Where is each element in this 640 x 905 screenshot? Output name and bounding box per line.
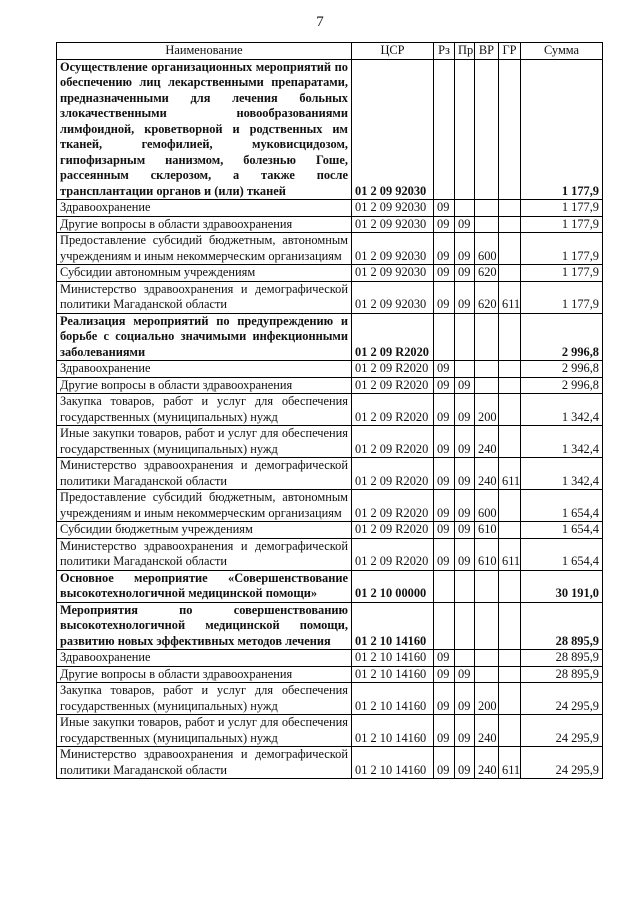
cell-rz: 09 <box>434 216 455 233</box>
cell-name: Министерство здравоохранения и демографической политики Магаданской области <box>57 458 352 490</box>
cell-csr: 01 2 10 14160 <box>352 715 434 747</box>
cell-csr: 01 2 10 14160 <box>352 683 434 715</box>
cell-name: Основное мероприятие «Совершенствование высокотехнологичной медицинской помощи» <box>57 570 352 602</box>
cell-csr: 01 2 09 92030 <box>352 265 434 282</box>
cell-pr: 09 <box>455 538 475 570</box>
cell-vr <box>475 216 499 233</box>
cell-rz: 09 <box>434 683 455 715</box>
cell-sum: 30 191,0 <box>521 570 603 602</box>
cell-name: Закупка товаров, работ и услуг для обеспечения государственных (муниципальных) нужд <box>57 394 352 426</box>
cell-csr: 01 2 09 R2020 <box>352 522 434 539</box>
cell-vr: 620 <box>475 281 499 313</box>
cell-gr <box>499 200 521 217</box>
cell-gr: 611 <box>499 538 521 570</box>
cell-csr: 01 2 09 R2020 <box>352 538 434 570</box>
cell-name: Другие вопросы в области здравоохранения <box>57 216 352 233</box>
table-header-row <box>57 43 603 60</box>
cell-name: Министерство здравоохранения и демографической политики Магаданской области <box>57 747 352 779</box>
cell-gr <box>499 59 521 200</box>
cell-pr: 09 <box>455 233 475 265</box>
header-gr: ГР <box>499 43 521 60</box>
cell-pr: 09 <box>455 216 475 233</box>
cell-gr <box>499 265 521 282</box>
header-vr: ВР <box>475 43 499 60</box>
table-row <box>57 522 603 539</box>
cell-vr: 240 <box>475 715 499 747</box>
cell-rz: 09 <box>434 715 455 747</box>
cell-pr <box>455 361 475 378</box>
table-row <box>57 233 603 265</box>
cell-rz: 09 <box>434 265 455 282</box>
cell-gr <box>499 313 521 361</box>
cell-sum: 1 342,4 <box>521 458 603 490</box>
cell-vr: 610 <box>475 538 499 570</box>
cell-name: Предоставление субсидий бюджетным, автономным учреждениям и иным некоммерческим организациям <box>57 233 352 265</box>
cell-vr <box>475 570 499 602</box>
cell-vr <box>475 361 499 378</box>
cell-vr <box>475 200 499 217</box>
cell-rz: 09 <box>434 490 455 522</box>
cell-name: Закупка товаров, работ и услуг для обеспечения государственных (муниципальных) нужд <box>57 683 352 715</box>
cell-sum: 1 177,9 <box>521 59 603 200</box>
cell-gr: 611 <box>499 281 521 313</box>
cell-pr: 09 <box>455 747 475 779</box>
cell-vr <box>475 313 499 361</box>
cell-sum: 1 654,4 <box>521 490 603 522</box>
cell-sum: 28 895,9 <box>521 602 603 650</box>
cell-sum: 1 654,4 <box>521 538 603 570</box>
cell-vr: 620 <box>475 265 499 282</box>
cell-csr: 01 2 09 R2020 <box>352 458 434 490</box>
cell-gr <box>499 715 521 747</box>
cell-pr <box>455 59 475 200</box>
table-row <box>57 602 603 650</box>
cell-vr: 200 <box>475 683 499 715</box>
cell-gr <box>499 666 521 683</box>
table-row <box>57 377 603 394</box>
cell-pr: 09 <box>455 666 475 683</box>
cell-pr: 09 <box>455 683 475 715</box>
cell-rz: 09 <box>434 522 455 539</box>
cell-name: Здравоохранение <box>57 200 352 217</box>
cell-vr <box>475 602 499 650</box>
cell-csr: 01 2 09 92030 <box>352 233 434 265</box>
cell-csr: 01 2 09 92030 <box>352 216 434 233</box>
cell-sum: 1 177,9 <box>521 265 603 282</box>
cell-gr <box>499 216 521 233</box>
cell-name: Здравоохранение <box>57 650 352 667</box>
cell-gr <box>499 233 521 265</box>
cell-sum: 24 295,9 <box>521 747 603 779</box>
table-row <box>57 265 603 282</box>
cell-pr <box>455 313 475 361</box>
cell-pr: 09 <box>455 490 475 522</box>
cell-name: Другие вопросы в области здравоохранения <box>57 666 352 683</box>
table-row <box>57 281 603 313</box>
cell-rz: 09 <box>434 650 455 667</box>
header-csr: ЦСР <box>352 43 434 60</box>
cell-vr <box>475 666 499 683</box>
cell-vr: 200 <box>475 394 499 426</box>
cell-rz: 09 <box>434 377 455 394</box>
cell-csr: 01 2 10 14160 <box>352 747 434 779</box>
cell-name: Министерство здравоохранения и демографической политики Магаданской области <box>57 538 352 570</box>
table-row <box>57 538 603 570</box>
table-row <box>57 747 603 779</box>
cell-rz: 09 <box>434 200 455 217</box>
cell-gr: 611 <box>499 458 521 490</box>
cell-sum: 1 177,9 <box>521 200 603 217</box>
cell-name: Министерство здравоохранения и демографической политики Магаданской области <box>57 281 352 313</box>
cell-gr <box>499 650 521 667</box>
cell-vr <box>475 377 499 394</box>
cell-name: Субсидии бюджетным учреждениям <box>57 522 352 539</box>
table-row <box>57 394 603 426</box>
cell-pr: 09 <box>455 377 475 394</box>
header-sum: Сумма <box>521 43 603 60</box>
cell-sum: 1 177,9 <box>521 216 603 233</box>
cell-rz <box>434 570 455 602</box>
cell-sum: 28 895,9 <box>521 666 603 683</box>
cell-rz <box>434 59 455 200</box>
cell-sum: 1 177,9 <box>521 233 603 265</box>
cell-rz <box>434 602 455 650</box>
cell-csr: 01 2 09 R2020 <box>352 394 434 426</box>
cell-sum: 24 295,9 <box>521 715 603 747</box>
cell-vr: 600 <box>475 233 499 265</box>
table-row <box>57 490 603 522</box>
cell-gr <box>499 361 521 378</box>
cell-name: Другие вопросы в области здравоохранения <box>57 377 352 394</box>
cell-rz: 09 <box>434 281 455 313</box>
cell-name: Осуществление организационных мероприятий по обеспечению лиц лекарственными препаратами, предназначенными для лечения больных злокачественными новообразованиями лимфоидной, кроветворной и родственных им тканей, гемофилией, муковисцидозом, гипофизарным нанизмом, болезнью Гоше, рассеянным склерозом, а также после трансплантации органов и (или) тканей <box>57 59 352 200</box>
cell-csr: 01 2 09 R2020 <box>352 426 434 458</box>
cell-csr: 01 2 09 R2020 <box>352 361 434 378</box>
cell-pr: 09 <box>455 426 475 458</box>
cell-vr: 240 <box>475 747 499 779</box>
cell-gr <box>499 522 521 539</box>
cell-rz: 09 <box>434 233 455 265</box>
cell-pr <box>455 650 475 667</box>
cell-vr <box>475 650 499 667</box>
table-row <box>57 715 603 747</box>
cell-gr: 611 <box>499 747 521 779</box>
table-row <box>57 361 603 378</box>
cell-csr: 01 2 09 R2020 <box>352 377 434 394</box>
cell-gr <box>499 426 521 458</box>
header-rz: Рз <box>434 43 455 60</box>
cell-rz: 09 <box>434 394 455 426</box>
cell-name: Здравоохранение <box>57 361 352 378</box>
cell-gr <box>499 490 521 522</box>
budget-table <box>56 42 603 779</box>
cell-rz: 09 <box>434 361 455 378</box>
table-row <box>57 570 603 602</box>
cell-csr: 01 2 09 R2020 <box>352 490 434 522</box>
table-row <box>57 666 603 683</box>
cell-csr: 01 2 09 92030 <box>352 281 434 313</box>
table-row <box>57 200 603 217</box>
cell-vr: 610 <box>475 522 499 539</box>
cell-vr: 600 <box>475 490 499 522</box>
cell-pr: 09 <box>455 394 475 426</box>
cell-pr: 09 <box>455 265 475 282</box>
table-body <box>57 59 603 779</box>
cell-name: Иные закупки товаров, работ и услуг для обеспечения государственных (муниципальных) нужд <box>57 715 352 747</box>
cell-csr: 01 2 10 14160 <box>352 666 434 683</box>
cell-pr <box>455 570 475 602</box>
cell-csr: 01 2 10 14160 <box>352 650 434 667</box>
table-row <box>57 683 603 715</box>
cell-sum: 2 996,8 <box>521 377 603 394</box>
cell-sum: 2 996,8 <box>521 313 603 361</box>
cell-pr <box>455 200 475 217</box>
table-row <box>57 313 603 361</box>
cell-sum: 1 342,4 <box>521 394 603 426</box>
table-row <box>57 650 603 667</box>
cell-rz: 09 <box>434 747 455 779</box>
table-row <box>57 458 603 490</box>
header-pr: Пр <box>455 43 475 60</box>
cell-vr: 240 <box>475 426 499 458</box>
cell-sum: 24 295,9 <box>521 683 603 715</box>
cell-gr <box>499 394 521 426</box>
cell-sum: 1 177,9 <box>521 281 603 313</box>
cell-rz: 09 <box>434 666 455 683</box>
page-number: 7 <box>316 14 324 30</box>
cell-pr: 09 <box>455 522 475 539</box>
cell-name: Мероприятия по совершенствованию высокотехнологичной медицинской помощи, развитию новых эффективных методов лечения <box>57 602 352 650</box>
cell-csr: 01 2 09 92030 <box>352 59 434 200</box>
cell-csr: 01 2 09 92030 <box>352 200 434 217</box>
cell-rz: 09 <box>434 538 455 570</box>
cell-vr: 240 <box>475 458 499 490</box>
cell-sum: 1 342,4 <box>521 426 603 458</box>
cell-csr: 01 2 10 00000 <box>352 570 434 602</box>
cell-rz: 09 <box>434 458 455 490</box>
cell-csr: 01 2 09 R2020 <box>352 313 434 361</box>
cell-pr: 09 <box>455 281 475 313</box>
cell-rz <box>434 313 455 361</box>
table-row <box>57 426 603 458</box>
cell-gr <box>499 683 521 715</box>
cell-sum: 2 996,8 <box>521 361 603 378</box>
cell-csr: 01 2 10 14160 <box>352 602 434 650</box>
cell-name: Иные закупки товаров, работ и услуг для обеспечения государственных (муниципальных) нужд <box>57 426 352 458</box>
cell-pr: 09 <box>455 458 475 490</box>
cell-name: Субсидии автономным учреждениям <box>57 265 352 282</box>
table-row <box>57 59 603 200</box>
cell-gr <box>499 377 521 394</box>
header-name: Наименование <box>57 43 352 60</box>
cell-gr <box>499 570 521 602</box>
cell-name: Предоставление субсидий бюджетным, автономным учреждениям и иным некоммерческим организациям <box>57 490 352 522</box>
cell-sum: 1 654,4 <box>521 522 603 539</box>
cell-vr <box>475 59 499 200</box>
cell-pr <box>455 602 475 650</box>
table-row <box>57 216 603 233</box>
cell-sum: 28 895,9 <box>521 650 603 667</box>
cell-name: Реализация мероприятий по предупреждению и борьбе с социально значимыми инфекционными заболеваниями <box>57 313 352 361</box>
cell-rz: 09 <box>434 426 455 458</box>
cell-pr: 09 <box>455 715 475 747</box>
cell-gr <box>499 602 521 650</box>
